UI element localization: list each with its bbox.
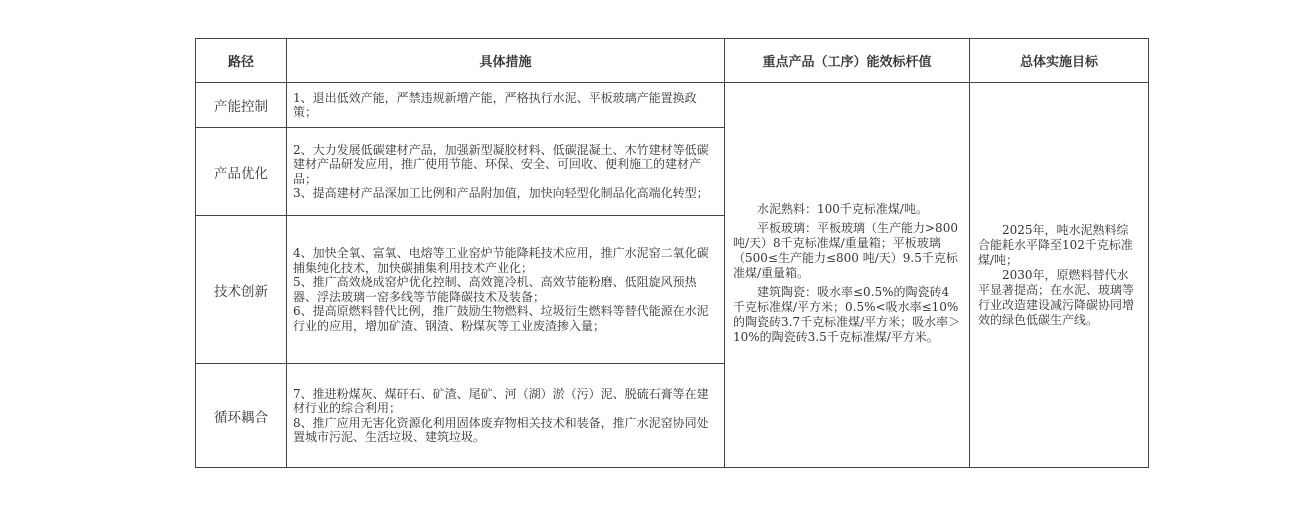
measures-cell (287, 364, 725, 468)
route-cell: 循环耦合 (196, 364, 287, 468)
route-cell: 技术创新 (196, 216, 287, 364)
policy-table (195, 38, 1149, 468)
goal-cell (970, 83, 1149, 468)
measure-item: 7、推进粉煤灰、煤矸石、矿渣、尾矿、河（湖）淤（污）泥、脱硫石膏等在建材行业的综合利用； (293, 386, 709, 415)
header-goal: 总体实施目标 (970, 39, 1149, 83)
goal-item: 2030年，原燃料替代水平显著提高；在水泥、玻璃等行业改造建设减污降碳协同增效的绿色低碳生产线。 (978, 267, 1135, 327)
measures-cell (287, 216, 725, 364)
benchmark-item: 水泥熟料：100千克标准煤/吨。 (757, 201, 928, 216)
measures-cell (287, 128, 725, 216)
measure-item: 5、推广高效烧成窑炉优化控制、高效篦冷机、高效节能粉磨、低阻旋风预热器、浮法玻璃一窑多线等节能降碳技术及装备； (293, 275, 697, 304)
measure-item: 4、加快全氧、富氧、电熔等工业窑炉节能降耗技术应用，推广水泥窑二氧化碳捕集纯化技术，加快碳捕集利用技术产业化； (293, 246, 709, 275)
header-route: 路径 (196, 39, 287, 83)
route-cell: 产能控制 (196, 83, 287, 128)
table-row (196, 83, 1149, 128)
header-measures: 具体措施 (287, 39, 725, 83)
measure-item: 6、提高原燃料替代比例，推广鼓励生物燃料、垃圾衍生燃料等替代能源在水泥行业的应用，增加矿渣、钢渣、粉煤灰等工业废渣掺入量； (293, 304, 709, 333)
measure-item: 3、提高建材产品深加工比例和产品附加值，加快向轻型化制品化高端化转型； (293, 186, 709, 200)
table-header-row (196, 39, 1149, 83)
measure-item: 8、推广应用无害化资源化利用固体废弃物相关技术和装备，推广水泥窑协同处置城市污泥、生活垃圾、建筑垃圾。 (293, 415, 709, 444)
benchmark-cell (725, 83, 970, 468)
benchmark-item: 建筑陶瓷：吸水率≤0.5%的陶瓷砖4千克标准煤/平方米；0.5%<吸水率≤10%的陶瓷砖3.7千克标准煤/平方米；吸水率＞10%的陶瓷砖3.5千克标准煤/平方米。 (733, 284, 961, 344)
route-cell: 产品优化 (196, 128, 287, 216)
goal-item: 2025年，吨水泥熟料综合能耗水平降至102千克标准煤/吨； (978, 222, 1133, 267)
measures-cell (287, 83, 725, 128)
header-benchmark: 重点产品（工序）能效标杆值 (725, 39, 970, 83)
measure-item: 2、大力发展低碳建材产品，加强新型凝胶材料、低碳混凝土、木竹建材等低碳建材产品研发应用，推广使用节能、环保、安全、可回收、便利施工的建材产品； (293, 142, 709, 186)
benchmark-item: 平板玻璃：平板玻璃（生产能力>800吨/天）8千克标准煤/重量箱；平板玻璃（500≤生产能力≤800 吨/天）9.5千克标准煤/重量箱。 (733, 220, 958, 280)
measure-item: 1、退出低效产能，严禁违规新增产能，严格执行水泥、平板玻璃产能置换政策； (293, 90, 697, 119)
